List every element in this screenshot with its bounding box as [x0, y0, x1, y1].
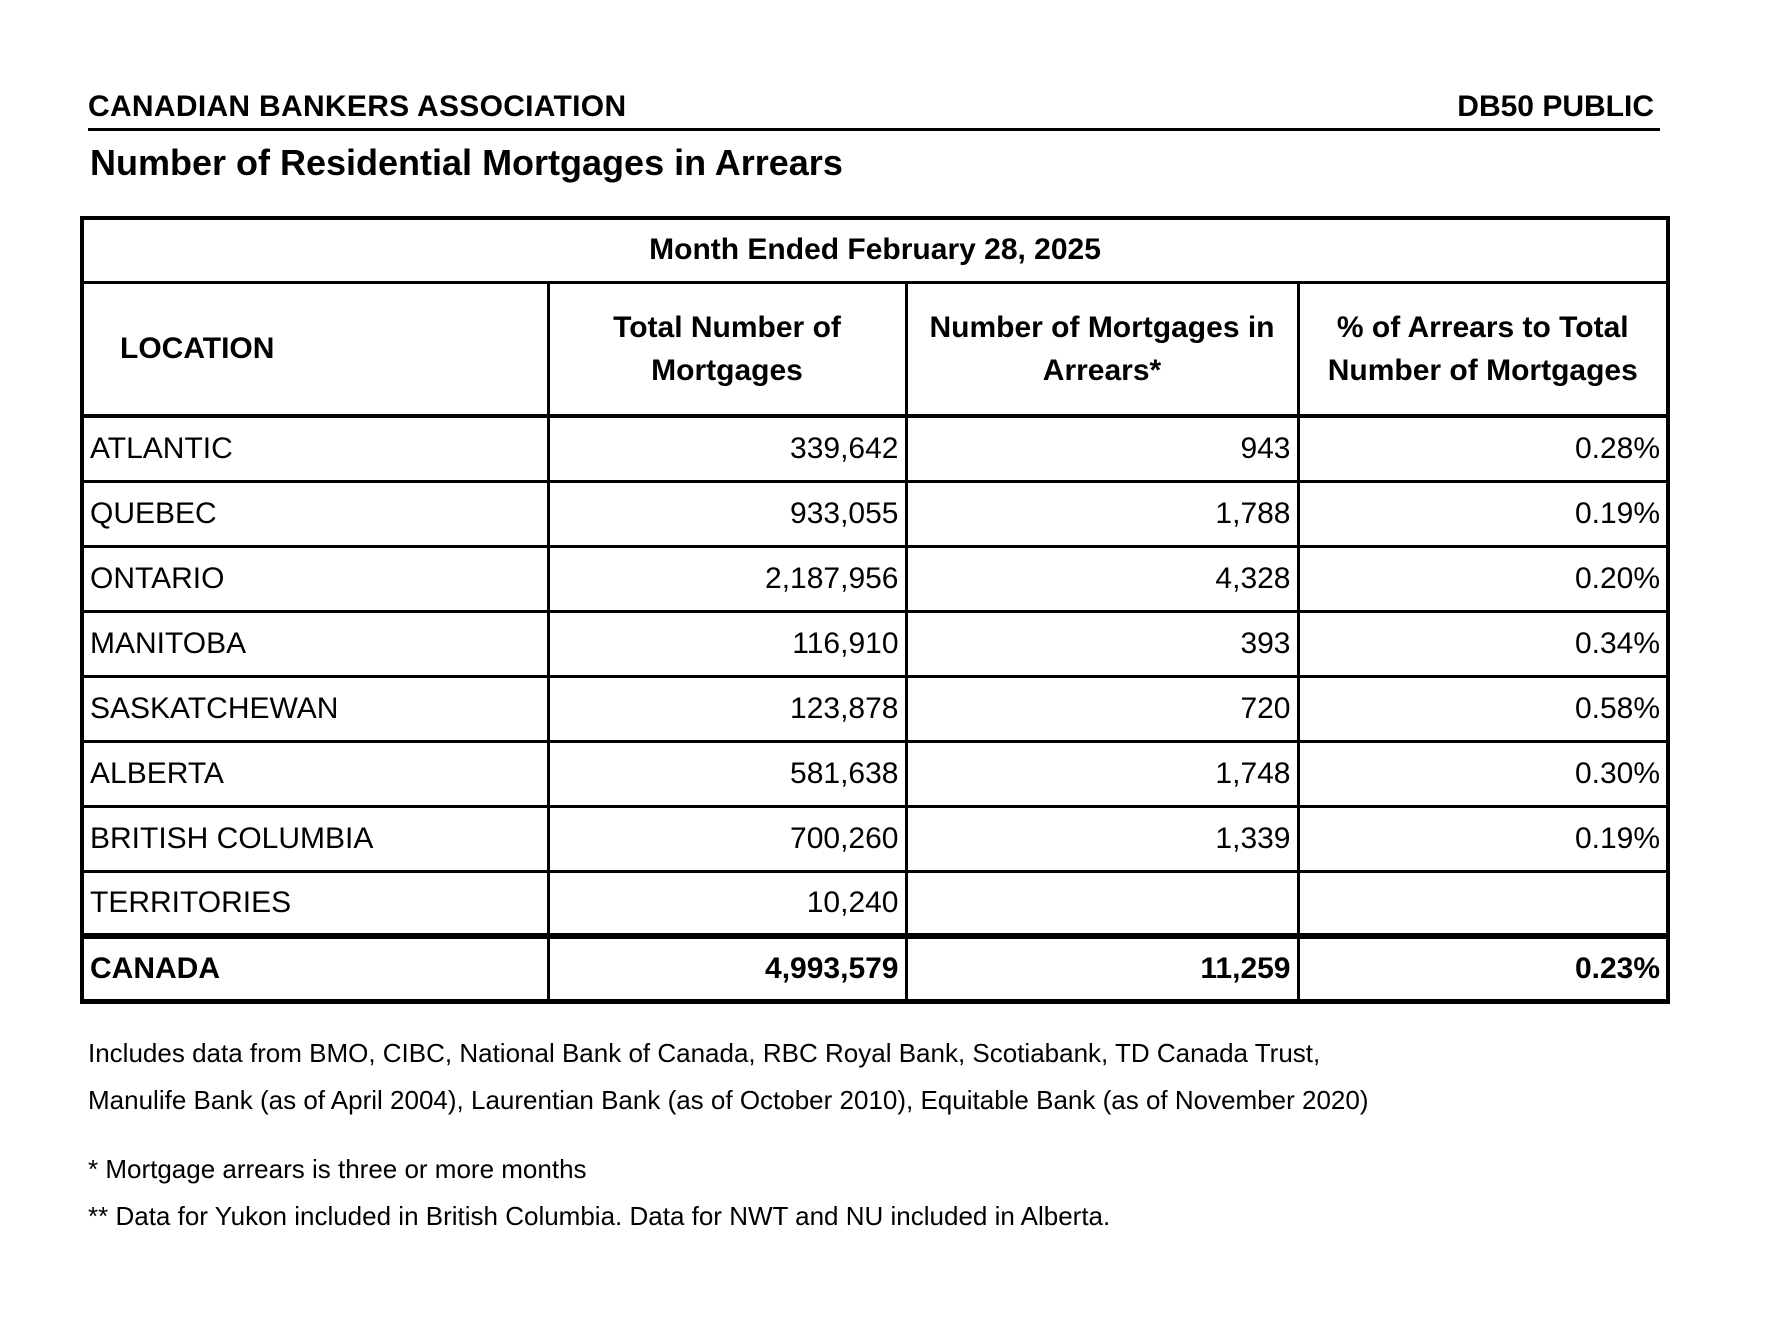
table-row — [82, 806, 1668, 871]
total-cell: 2,187,956 — [548, 546, 906, 611]
notes-spacer — [88, 1124, 1668, 1146]
total-cell: 700,260 — [548, 806, 906, 871]
footnote-arrears-definition: * Mortgage arrears is three or more months — [88, 1154, 587, 1184]
percent-cell: 0.30% — [1298, 741, 1668, 806]
arrears-cell: 943 — [906, 416, 1298, 481]
table-row — [82, 676, 1668, 741]
table-row — [82, 611, 1668, 676]
table-row — [82, 546, 1668, 611]
arrears-cell — [906, 871, 1298, 936]
arrears-cell: 4,328 — [906, 546, 1298, 611]
percent-cell — [1298, 871, 1668, 936]
table-row — [82, 741, 1668, 806]
total-row — [82, 936, 1668, 1001]
total-cell: 10,240 — [548, 871, 906, 936]
total-cell: 933,055 — [548, 481, 906, 546]
document-code: DB50 PUBLIC — [1457, 90, 1654, 123]
footnote-territories: ** Data for Yukon included in British Columbia. Data for NWT and NU included in Alberta. — [88, 1201, 1111, 1231]
total-percent-cell: 0.23% — [1298, 936, 1668, 1001]
table-row — [82, 871, 1668, 936]
location-cell: SASKATCHEWAN — [82, 676, 548, 741]
column-header-row — [82, 282, 1668, 416]
column-header-percent: % of Arrears to Total Number of Mortgages — [1298, 282, 1668, 416]
period-header: Month Ended February 28, 2025 — [82, 218, 1668, 282]
document-header — [88, 90, 1660, 131]
arrears-cell: 1,339 — [906, 806, 1298, 871]
location-cell: TERRITORIES — [82, 871, 548, 936]
total-cell: 581,638 — [548, 741, 906, 806]
table-row — [82, 481, 1668, 546]
arrears-cell: 1,788 — [906, 481, 1298, 546]
arrears-cell: 720 — [906, 676, 1298, 741]
page-title: Number of Residential Mortgages in Arrears — [90, 142, 843, 183]
percent-cell: 0.19% — [1298, 806, 1668, 871]
arrears-cell: 1,748 — [906, 741, 1298, 806]
organization-name: CANADIAN BANKERS ASSOCIATION — [88, 90, 627, 123]
location-cell: MANITOBA — [82, 611, 548, 676]
percent-cell: 0.20% — [1298, 546, 1668, 611]
sources-note-line-2: Manulife Bank (as of April 2004), Laurentian Bank (as of October 2010), Equitable Bank (as of November 2020) — [88, 1085, 1369, 1115]
percent-cell: 0.58% — [1298, 676, 1668, 741]
total-cell: 116,910 — [548, 611, 906, 676]
total-location-cell: CANADA — [82, 936, 548, 1001]
mortgages-table — [80, 216, 1670, 1004]
table-row — [82, 416, 1668, 481]
location-cell: BRITISH COLUMBIA — [82, 806, 548, 871]
percent-cell: 0.19% — [1298, 481, 1668, 546]
percent-cell: 0.28% — [1298, 416, 1668, 481]
location-cell: QUEBEC — [82, 481, 548, 546]
period-header-row — [82, 218, 1668, 282]
total-mortgages-cell: 4,993,579 — [548, 936, 906, 1001]
arrears-cell: 393 — [906, 611, 1298, 676]
column-header-location: LOCATION — [82, 282, 548, 416]
sources-note-line-1: Includes data from BMO, CIBC, National Bank of Canada, RBC Royal Bank, Scotiabank, TD Canada Trust, — [88, 1038, 1321, 1068]
column-header-arrears: Number of Mortgages in Arrears* — [906, 282, 1298, 416]
location-cell: ALBERTA — [82, 741, 548, 806]
location-cell: ATLANTIC — [82, 416, 548, 481]
total-cell: 339,642 — [548, 416, 906, 481]
location-cell: ONTARIO — [82, 546, 548, 611]
total-cell: 123,878 — [548, 676, 906, 741]
notes-section — [88, 1030, 1668, 1240]
percent-cell: 0.34% — [1298, 611, 1668, 676]
column-header-total: Total Number of Mortgages — [548, 282, 906, 416]
total-arrears-cell: 11,259 — [906, 936, 1298, 1001]
